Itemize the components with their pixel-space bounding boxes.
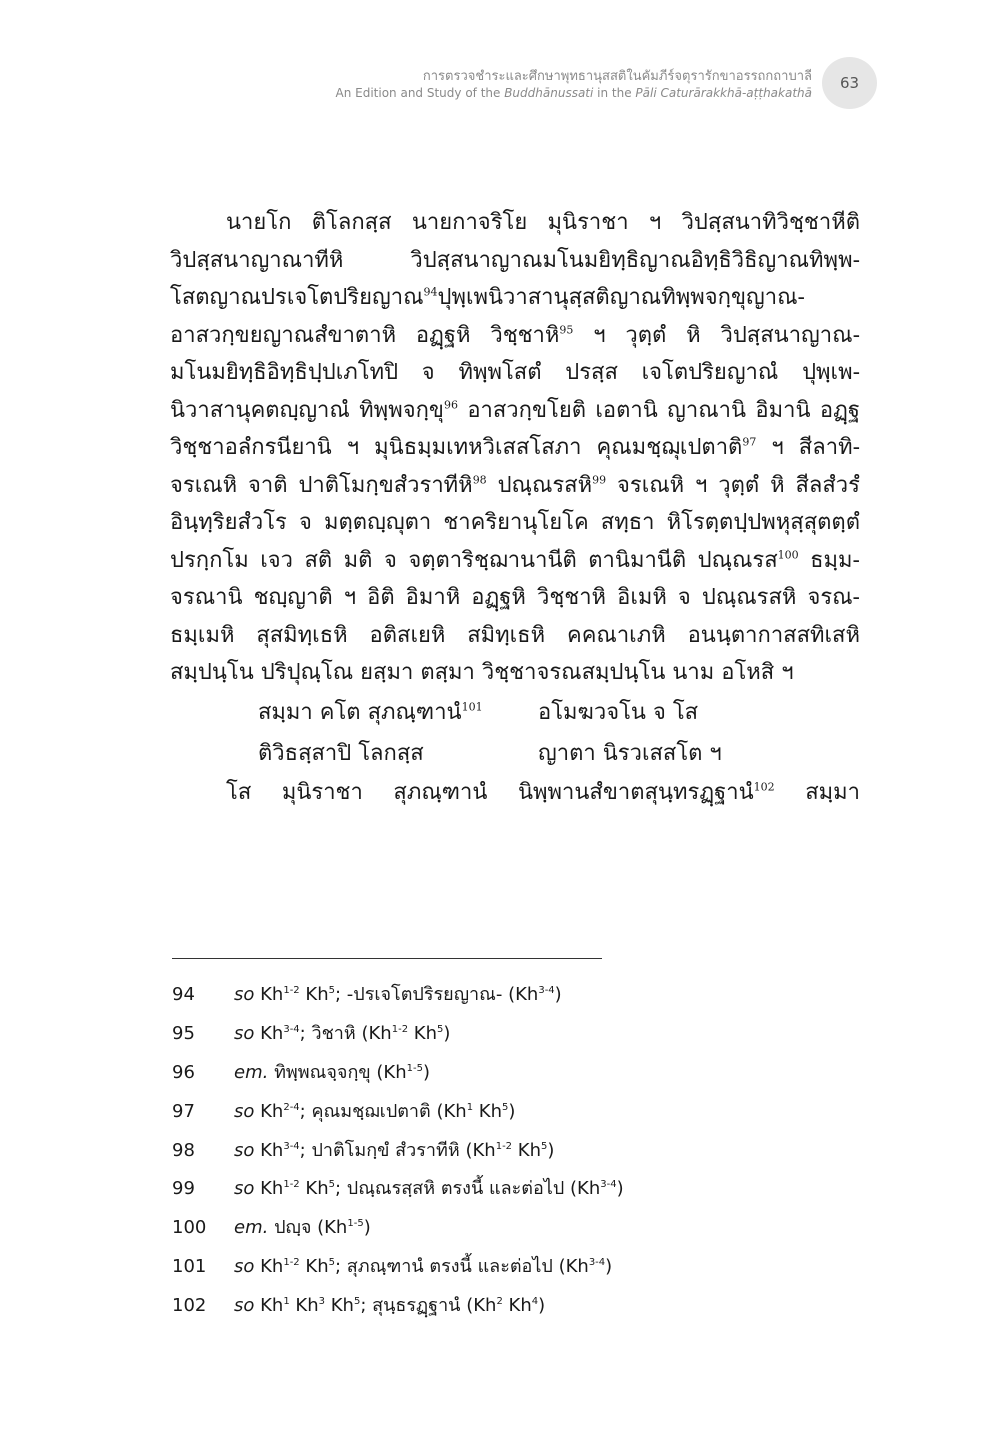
footnote: 97 so Kh$^{2-4}$; คุณมชฺฌเปตาติ (Kh$^1$ Kh$^5$) — [172, 1100, 516, 1122]
text-line: โสตญาณปรเจโตปริยญาณ$^{94}$ปุพฺเพนิวาสานุสฺสติญาณทิพฺพจกฺขุญาณ- — [170, 285, 805, 310]
footnote-ref: 100 — [777, 548, 799, 562]
footnote-divider — [172, 958, 602, 959]
text-line: วิปสฺสนาญาณาทีหิ วิปสฺสนาญาณมโนมยิทฺธิญาณอิทฺธิวิธิญาณทิพฺพ- — [170, 247, 860, 273]
footnotes — [172, 976, 872, 1326]
header-thai-title: การตรวจชำระและศึกษาพุทธานุสสติในคัมภีร์จตุรารักขาอรรถกถาบาลี — [422, 69, 812, 84]
text-line: จรเณหิ จาติ ปาติโมกฺขสํวราทีหิ$^{98}$ ปณฺณรสหิ$^{99}$ จรเณหิ ฯ วุตฺตํ หิ สีลสํวรํ — [170, 472, 860, 498]
footnote: 96 em. ทิพฺพณจฺจกฺขุ (Kh$^{1-5}$) — [172, 1061, 430, 1083]
footnote-ref: 94 — [423, 285, 438, 299]
footnote: 98 so Kh$^{3-4}$; ปาติโมกฺขํ สํวราทีหิ (Kh$^{1-2}$ Kh$^5$) — [172, 1139, 555, 1161]
text-line: นายโก ติโลกสฺส นายกาจริโย มุนิราชา ฯ วิปสฺสนาทิวิชฺชาหีติ — [226, 210, 860, 235]
text-line: โส มุนิราชา สุภณฺฑานํ นิพฺพานสํขาตสุนฺทรฏฺฐานํ$^{102}$ สมฺมา — [226, 779, 860, 805]
text-line: มโนมยิทฺธิอิทฺธิปฺปเภโทปิ จ ทิพฺพโสตํ ปรสฺส เจโตปริยญาณํ ปุพฺเพ- — [170, 360, 860, 385]
footnote-ref: 96 — [443, 398, 458, 412]
footnote-ref: 99 — [592, 473, 607, 487]
text-line: ธมฺเมหิ สุสมิทฺเธหิ อติสเยหิ สมิทฺเธหิ คคณาเภหิ อนนฺตากาสสทิเสหิ — [170, 622, 860, 648]
footnote: 95 so Kh$^{3-4}$; วิชาหิ (Kh$^{1-2}$ Kh$^5$) — [172, 1022, 451, 1044]
running-header — [336, 68, 813, 102]
footnote-ref: 101 — [461, 700, 483, 714]
header-english-title: An Edition and Study of the Buddhānussati in the Pāli Caturārakkhā-aṭṭhakathā — [335, 86, 812, 100]
text-line: สมฺปนฺโน ปริปุณฺโณ ยสฺมา ตสฺมา วิชฺชาจรณสมฺปนฺโน นาม อโหสิ ฯ — [170, 660, 794, 685]
footnote-ref: 98 — [472, 473, 487, 487]
footnote-ref: 102 — [753, 780, 775, 794]
main-text — [170, 204, 860, 811]
verse-line: สมฺมา คโต สุภณฺฑานํ$^{101}$ อโมฆวจโน จ โส — [258, 699, 699, 725]
footnote: 94 so Kh$^{1-2}$ Kh$^5$; -ปรเจโตปริรยญาณ- (Kh$^{3-4}$) — [172, 984, 562, 1005]
verse-line: ติวิธสฺสาปิ โลกสฺส ญาตา นิรวเสสโต ฯ — [258, 740, 722, 766]
text-line: ปรกฺกโม เจว สติ มติ จ จตฺตาริชฺฌานานีติ ตานิมานีติ ปณฺณรส$^{100}$ ธมฺม- — [170, 547, 860, 573]
footnote: 99 so Kh$^{1-2}$ Kh$^5$; ปณฺณรสฺสหิ ตรงนี้ และต่อไป (Kh$^{3-4}$) — [172, 1178, 624, 1200]
footnote: 101 so Kh$^{1-2}$ Kh$^5$; สุภณฺฑานํ ตรงนี้ และต่อไป (Kh$^{3-4}$) — [172, 1256, 613, 1278]
footnote: 100 em. ปญฺจ (Kh$^{1-5}$) — [172, 1217, 371, 1239]
text-line: จรณานิ ชญฺญาติ ฯ อิติ อิมาหิ อฏฺฐหิ วิชฺชาหิ อิเมหิ จ ปณฺณรสหิ จรณ- — [170, 585, 860, 610]
page-number-badge: 63 — [822, 57, 877, 109]
footnote: 102 so Kh$^1$ Kh$^3$ Kh$^5$; สุนฺธรฏฺฐานํ (Kh$^2$ Kh$^4$) — [172, 1295, 546, 1317]
text-line: นิวาสานุคตญฺญาณํ ทิพฺพจกฺขุ$^{96}$ อาสวกฺขโยติ เอตานิ ญาณานิ อิมานิ อฏฺฐ — [170, 397, 860, 423]
text-line: อินฺทฺริยสํวโร จ มตฺตญฺญุตา ชาคริยานุโยโค สทฺธา หิโรตฺตปฺปพหุสฺสุตตฺตํ — [170, 510, 860, 535]
text-line: วิชฺชาอลํกรนียานิ ฯ มุนิธมฺมเทหวิเสสโสภา คุณมชฺฌุเปตาติ$^{97}$ ฯ สีลาทิ- — [170, 435, 860, 460]
footnote-ref: 97 — [742, 435, 757, 449]
footnote-ref: 95 — [559, 323, 574, 337]
text-line: อาสวกฺขยญาณสํขาตาหิ อฏฺฐหิ วิชฺชาหิ$^{95}$ ฯ วุตฺตํ หิ วิปสฺสนาญาณ- — [170, 322, 860, 348]
